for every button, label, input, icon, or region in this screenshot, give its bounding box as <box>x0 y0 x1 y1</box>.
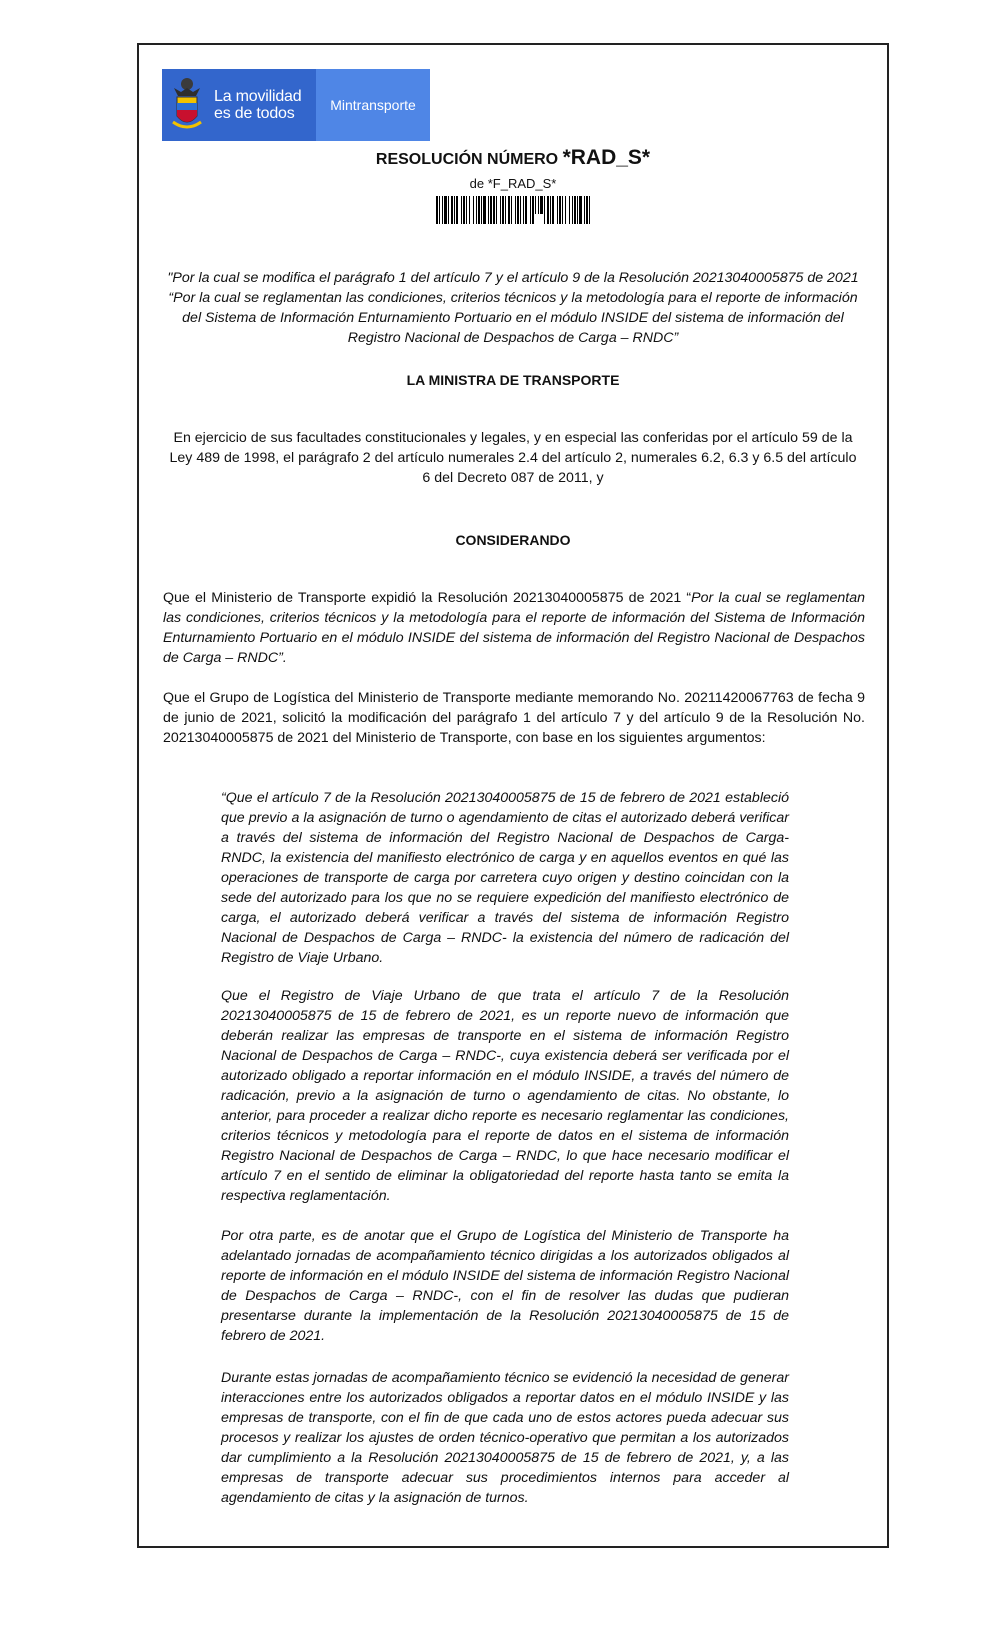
barcode-bar <box>478 196 480 224</box>
barcode-bar <box>456 196 458 224</box>
barcode-bar <box>523 196 524 224</box>
barcode-bar <box>502 196 504 224</box>
barcode-bar <box>584 196 585 224</box>
quoted-argument-4: Durante estas jornadas de acompañamiento técnico se evidenció la necesidad de generar interacciones entre los autorizados obligados a reportar datos en el módulo INSIDE y las empresas de transporte, con el fin de que cada uno de estos actores pueda adecuar sus procesos y realizar los ajustes de orden técnico-operativo que permitan a los autorizados dar cumplimiento a la Resolución 20213040005875 de 15 de febrero de 2021, y, a las empresas de transporte adecuar sus procedimientos internos para acceder al agendamiento de citas y la asignación de turnos. <box>221 1370 789 1506</box>
barcode-bar <box>520 196 521 224</box>
barcode-bar <box>559 196 561 224</box>
barcode-bar <box>517 196 519 224</box>
colombia-coat-of-arms-icon <box>170 76 204 134</box>
quoted-argument-1: “Que el artículo 7 de la Resolución 20213040005875 de 15 de febrero de 2021 estableció que previo a la asignación de turno o agendamiento de citas el autorizado deberá verificar a través del sistema de información del Registro Nacional de Despachos de Carga- RNDC, la existencia del manifiesto electrónico de carga y en aquellos eventos en qué las operaciones de transporte de carga por carretera cuyo origen y destino coincidan con la sede del autorizado para los que no se requiere expedición del manifiesto electrónico de carga, el autorizado deberá verificar a través del sistema de información Registro Nacional de Despachos de Carga – RNDC- la existencia del número de radicación del Registro de Viaje Urbano. <box>221 790 789 966</box>
barcode-bar <box>544 196 545 224</box>
barcode-bar <box>565 196 566 224</box>
barcode-bar <box>500 196 501 224</box>
barcode-bar <box>589 196 590 224</box>
logo-slogan-line2: es de todos <box>214 105 295 122</box>
barcode-bar <box>562 196 563 224</box>
barcode-bar <box>463 196 465 224</box>
considering-paragraph-2: Que el Grupo de Logística del Ministerio de Transporte mediante memorando No. 20211420067763 de fecha 9 de junio de 2021, solicitó la modificación del parágrafo 1 del artículo 7 y del artículo 9 de la Resolución No. 20213040005875 de 2021 del Ministerio de Transporte, con base en los siguientes argumentos: <box>163 690 865 746</box>
barcode-bar <box>488 196 489 224</box>
ministry-name: Mintransporte <box>330 97 416 113</box>
barcode-bar <box>483 196 486 224</box>
barcode-bar <box>540 196 543 214</box>
barcode-bar <box>448 196 449 224</box>
resolution-title <box>137 146 889 170</box>
barcode-bar <box>442 196 443 224</box>
barcode-bar <box>530 196 531 224</box>
resolution-title-prefix: RESOLUCIÓN NÚMERO <box>375 151 559 168</box>
barcode-bar <box>532 196 534 224</box>
barcode-bar <box>490 196 492 224</box>
barcode-bar <box>473 196 474 224</box>
barcode-bar <box>515 196 516 224</box>
resolution-number: *RAD_S* <box>562 146 651 169</box>
header-logo <box>162 69 430 141</box>
barcode-bar <box>557 196 558 224</box>
barcode-bar <box>569 196 570 224</box>
barcode-bar <box>466 196 467 224</box>
barcode <box>436 196 590 224</box>
barcode-bar <box>511 196 512 224</box>
quoted-argument-3: Por otra parte, es de anotar que el Grupo de Logística del Ministerio de Transporte ha adelantado jornadas de acompañamiento técnico dirigidas a los autorizados obligados al reporte de información en el módulo INSIDE del sistema de información Registro Nacional de Despachos de Carga – RNDC-, con el fin de resolver las dudas que pudieran presentarse durante la implementación de la Resolución 20213040005875 de 15 de febrero de 2021. <box>221 1228 789 1344</box>
barcode-bar <box>469 196 470 224</box>
quoted-argument-2: Que el Registro de Viaje Urbano de que trata el artículo 7 de la Resolución 20213040005875 de 15 de febrero de 2021, es un reporte nuevo de información que deberán realizar las empresas de transporte en el sistema de información Registro Nacional de Despachos de Carga – RNDC-, cuya existencia deberá ser verificada por el autorizado obligado a reportar información en el módulo INSIDE, a través del número de radicación, previo a la asignación de turno o agendamiento de citas. No obstante, lo anterior, para proceder a realizar dicho reporte es necesario reglamentar las condiciones, criterios técnicos y metodología para el reporte de datos en el sistema de información Registro Nacional de Despachos de Carga – RNDC, lo que hace necesario modificar el artículo 7 en el sentido de eliminar la obligatoriedad del reporte hasta tanto se emita la respectiva reglamentación. <box>221 988 789 1204</box>
barcode-bar <box>586 196 588 224</box>
logo-right-panel <box>316 69 430 141</box>
considering-paragraph-1 <box>163 588 865 668</box>
logo-slogan <box>214 88 301 122</box>
barcode-bar <box>538 196 539 214</box>
barcode-bar <box>493 196 495 224</box>
barcode-bar <box>574 196 576 224</box>
barcode-bar <box>547 196 549 224</box>
barcode-bar <box>508 196 510 224</box>
considerando-heading: CONSIDERANDO <box>455 532 571 548</box>
barcode-bar <box>439 196 440 224</box>
barcode-bar <box>461 196 462 224</box>
barcode-bar <box>525 196 527 224</box>
barcode-bar <box>535 196 536 214</box>
barcode-bar <box>481 196 482 224</box>
barcode-bar <box>550 196 551 224</box>
barcode-bar <box>505 196 506 224</box>
barcode-bar <box>454 196 455 224</box>
paragraph-1-intro: Que el Ministerio de Transporte expidió la Resolución 20213040005875 de 2021 “ <box>163 590 692 606</box>
logo-slogan-line1: La movilidad <box>214 88 302 105</box>
barcode-bar <box>579 196 582 224</box>
barcode-bar <box>436 196 438 224</box>
resolution-subject: "Por la cual se modifica el parágrafo 1 del artículo 7 y el artículo 9 de la Resolución 20213040005875 de 2021 “Por la cual se reglamentan las condiciones, criterios técnicos y la metodología para el reporte de información del Sistema de Información Enturnamiento Portuario en el módulo INSIDE del sistema de información del Registro Nacional de Despachos de Carga – RNDC” <box>167 270 859 346</box>
barcode-bar <box>577 196 578 224</box>
resolution-date: de *F_RAD_S* <box>469 176 557 191</box>
paragraph-1-citation: Por la cual se reglamentan las condiciones, criterios técnicos y la metodología para el reporte de información del Sistema de Información Enturnamiento Portuario en el módulo INSIDE del sistema de información del Registro Nacional de Despachos de Carga – RNDC”. <box>163 590 865 666</box>
barcode-bar <box>496 196 497 224</box>
barcode-bar <box>451 196 453 224</box>
barcode-bar <box>444 196 447 224</box>
barcode-bar <box>552 196 554 224</box>
legal-powers-paragraph: En ejercicio de sus facultades constitucionales y legales, y en especial las conferidas por el artículo 59 de la Ley 489 de 1998, el parágrafo 2 del artículo numerales 2.4 del artículo 2, numerales 6.2, 6.3 y 6.5 del artículo 6 del Decreto 087 de 2011, y <box>169 430 857 486</box>
barcode-bar <box>572 196 573 224</box>
logo-left-panel <box>162 69 316 141</box>
barcode-bar <box>476 196 477 224</box>
minister-heading: LA MINISTRA DE TRANSPORTE <box>406 372 620 388</box>
